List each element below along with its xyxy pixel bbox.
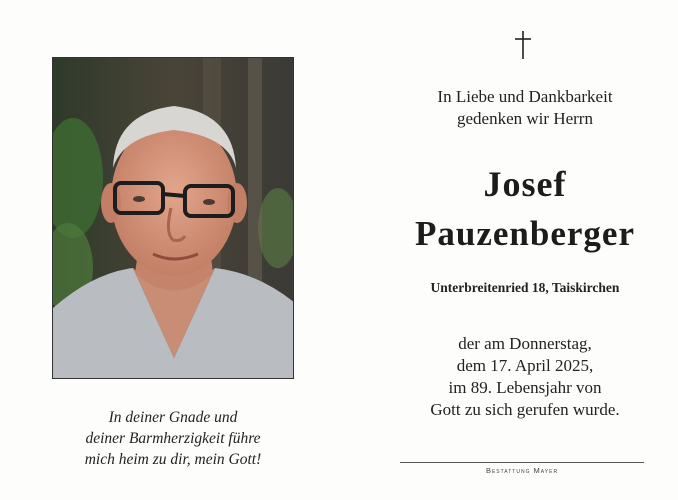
funeral-home-name: Bestattung Mayer: [485, 466, 559, 475]
death-line: dem 17. April 2025,: [456, 356, 594, 375]
deceased-address: Unterbreitenried 18, Taiskirchen: [430, 280, 620, 295]
cross-icon: [512, 30, 534, 60]
death-line: Gott zu sich gerufen wurde.: [430, 400, 620, 419]
intro-line: gedenken wir Herrn: [457, 109, 593, 128]
quote-line: mich heim zu dir, mein Gott!: [84, 451, 262, 468]
death-line: im 89. Lebensjahr von: [448, 378, 602, 397]
intro-text: [380, 86, 670, 130]
intro-line: In Liebe und Dankbarkeit: [437, 87, 613, 106]
deceased-last-name: Pauzenberger: [415, 214, 635, 253]
portrait-illustration: [53, 58, 294, 379]
footer-divider: [400, 462, 644, 463]
death-line: der am Donnerstag,: [458, 334, 592, 353]
portrait-photo: [52, 57, 294, 379]
memorial-quote: [40, 407, 306, 470]
quote-line: deiner Barmherzigkeit führe: [85, 430, 261, 447]
deceased-first-name: Josef: [483, 164, 567, 204]
death-notice: [380, 333, 670, 421]
quote-line: In deiner Gnade und: [108, 409, 238, 426]
